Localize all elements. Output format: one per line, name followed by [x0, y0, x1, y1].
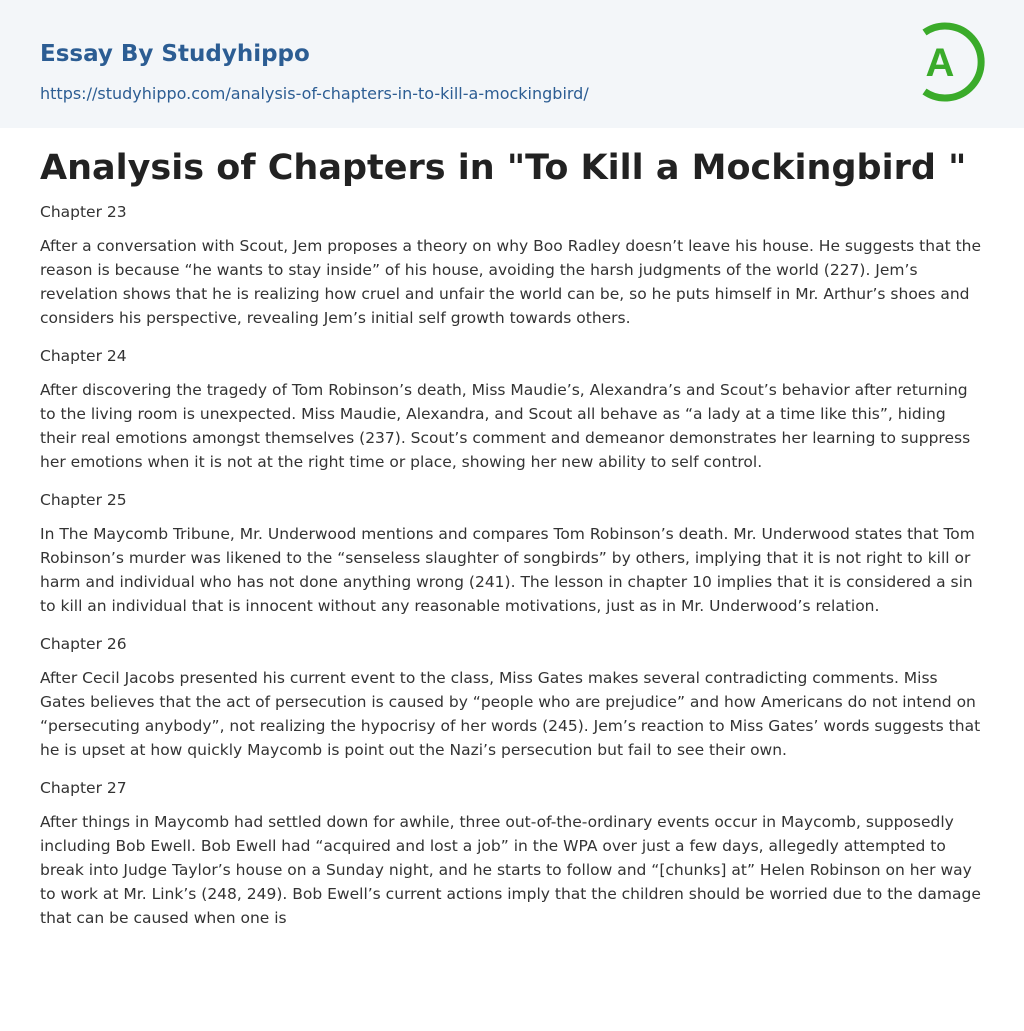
page-title: Analysis of Chapters in "To Kill a Mockingbird " [40, 148, 967, 188]
chapter-heading: Chapter 27 [40, 779, 127, 797]
chapter-heading: Chapter 24 [40, 347, 127, 365]
chapter-heading: Chapter 23 [40, 203, 127, 221]
studyhippo-logo-icon[interactable] [910, 18, 990, 106]
section-chapter-23 [40, 200, 984, 330]
chapter-heading: Chapter 26 [40, 635, 127, 653]
chapter-paragraph: After things in Maycomb had settled down for awhile, three out-of-the-ordinary events occur in Maycomb, supposedly including Bob Ewell. Bob Ewell had “acquired and lost a job” in the WPA over just a few days, allegedly attempted to break into Judge Taylor’s house on a Sunday night, and he starts to follow and “[chunks] at” Helen Robinson on her way to work at Mr. Link’s (248, 249). Bob Ewell’s current actions imply that the children should be worried due to the damage that can be caused when one is [40, 813, 981, 927]
section-chapter-26 [40, 632, 984, 762]
site-header [0, 0, 1024, 128]
section-chapter-24 [40, 344, 984, 474]
article [40, 146, 984, 944]
section-chapter-27 [40, 776, 984, 930]
chapter-paragraph: After a conversation with Scout, Jem proposes a theory on why Boo Radley doesn’t leave his house. He suggests that the reason is because “he wants to stay inside” of his house, avoiding the harsh judgments of the world (227). Jem’s revelation shows that he is realizing how cruel and unfair the world can be, so he puts himself in Mr. Arthur’s shoes and considers his perspective, revealing Jem’s initial self growth towards others. [40, 237, 982, 327]
chapter-paragraph: In The Maycomb Tribune, Mr. Underwood mentions and compares Tom Robinson’s death. Mr. Underwood states that Tom Robinson’s murder was likened to the “senseless slaughter of songbirds” by others, implying that it is not right to kill or harm and individual who has not done anything wrong (241). The lesson in chapter 10 implies that it is considered a sin to kill an individual that is innocent without any reasonable motivations, just as in Mr. Underwood’s relation. [40, 525, 975, 615]
section-chapter-25 [40, 488, 984, 618]
article-url-link[interactable]: https://studyhippo.com/analysis-of-chapters-in-to-kill-a-mockingbird/ [40, 84, 589, 103]
brand-title[interactable]: Essay By Studyhippo [40, 41, 310, 67]
chapter-paragraph: After discovering the tragedy of Tom Robinson’s death, Miss Maudie’s, Alexandra’s and Scout’s behavior after returning to the living room is unexpected. Miss Maudie, Alexandra, and Scout all behave as “a lady at a time like this”, hiding their real emotions amongst themselves (237). Scout’s comment and demeanor demonstrates her learning to suppress her emotions when it is not at the right time or place, showing her new ability to self control. [40, 381, 971, 471]
chapter-heading: Chapter 25 [40, 491, 127, 509]
logo-letter: A [925, 41, 955, 85]
chapter-paragraph: After Cecil Jacobs presented his current event to the class, Miss Gates makes several contradicting comments. Miss Gates believes that the act of persecution is caused by “people who are prejudice” and how Americans do not intend on “persecuting anybody”, not realizing the hypocrisy of her words (245). Jem’s reaction to Miss Gates’ words suggests that he is upset at how quickly Maycomb is point out the Nazi’s persecution but fail to see their own. [40, 669, 981, 759]
